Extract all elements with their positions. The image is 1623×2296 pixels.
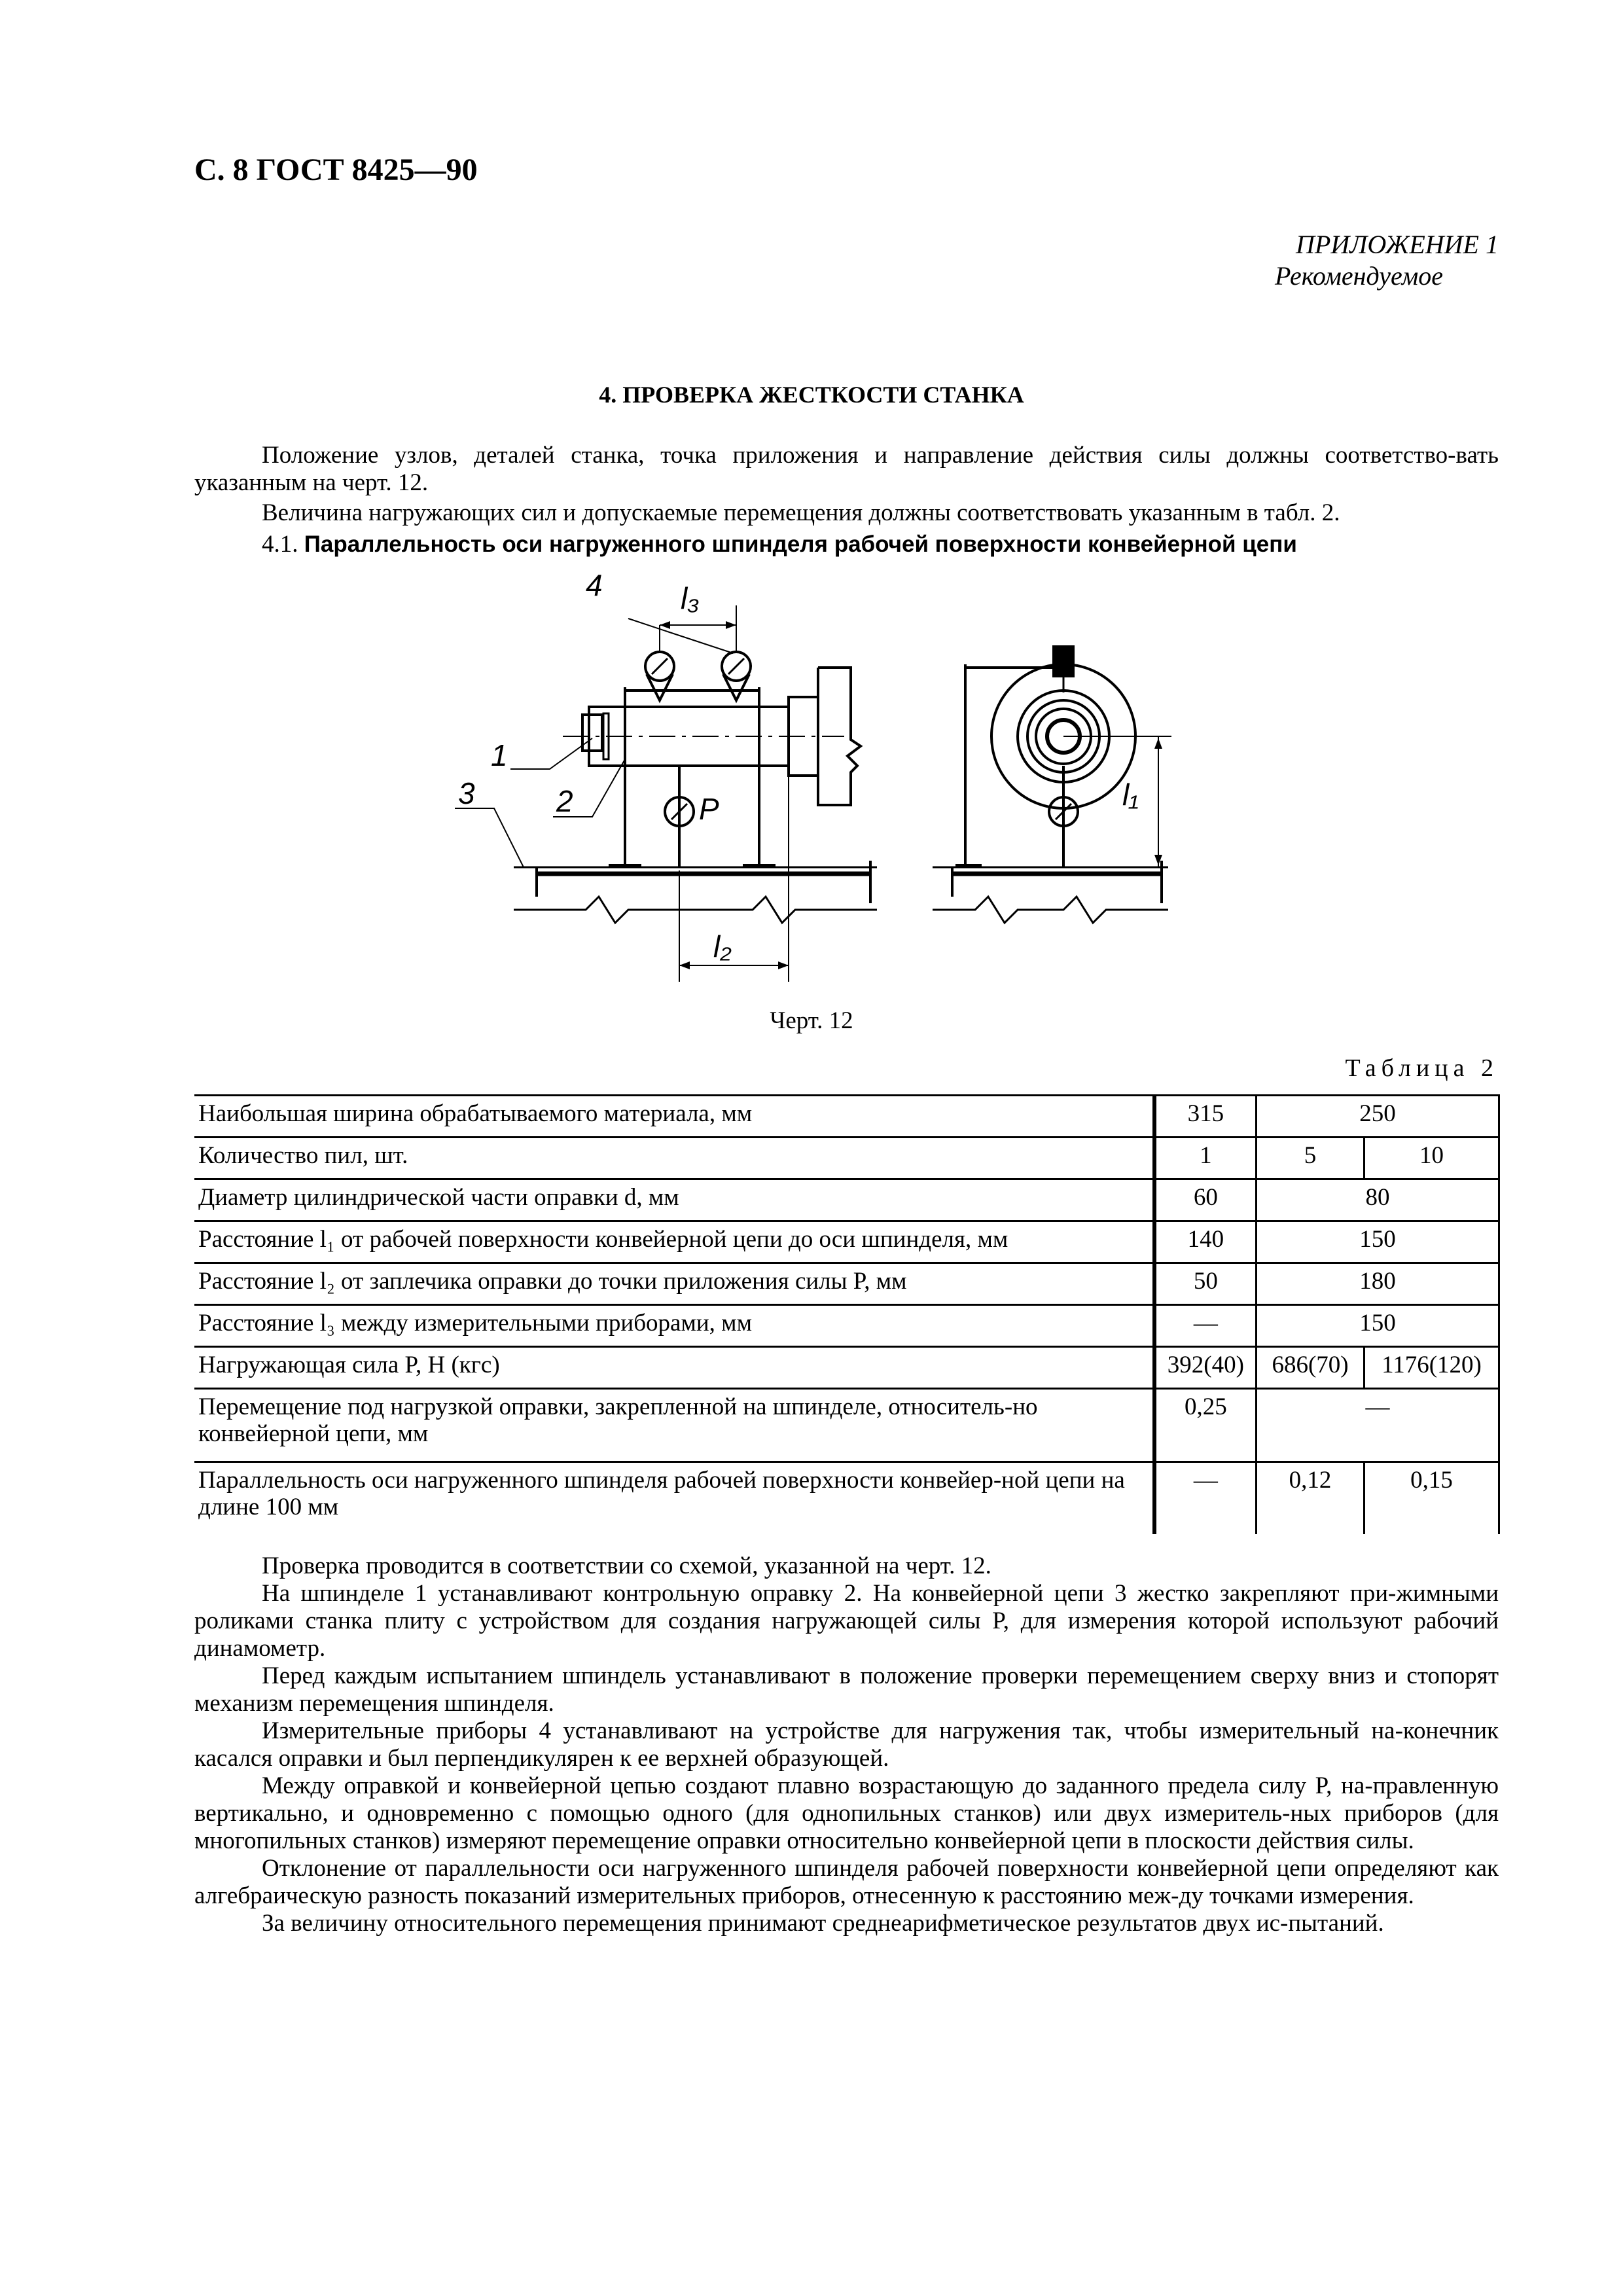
- table-row: [194, 1179, 1499, 1221]
- technical-drawing: [452, 569, 1171, 988]
- table-row: [194, 1263, 1499, 1305]
- table-row: [194, 1305, 1499, 1347]
- page-header: С. 8 ГОСТ 8425—90: [194, 152, 478, 187]
- body-paragraph: Проверка проводится в соответствии со схемой, указанной на черт. 12.: [262, 1552, 991, 1579]
- table-row: [194, 1138, 1499, 1179]
- clause-title: Параллельность оси нагруженного шпинделя рабочей поверхности конвейерной цепи: [304, 531, 1297, 557]
- label-3: 3: [458, 776, 475, 810]
- cell-value: —: [1154, 1462, 1257, 1534]
- label-l1: l₁: [1122, 778, 1139, 812]
- cell-value: 5: [1257, 1138, 1364, 1179]
- cell-value: 250: [1257, 1096, 1499, 1138]
- cell-value: —: [1154, 1305, 1257, 1347]
- cell-value: 1176(120): [1364, 1347, 1499, 1389]
- table-row: [194, 1221, 1499, 1263]
- intro-paragraph-1: [194, 442, 1499, 497]
- cell-value: 0,12: [1257, 1462, 1364, 1534]
- row-name: Расстояние l₁ от рабочей поверхности конвейерной цепи до оси шпинделя, мм: [194, 1221, 1154, 1263]
- label-p: P: [699, 792, 719, 826]
- body-paragraph: Между оправкой и конвейерной цепью создают плавно возрастающую до заданного предела силу P, на-правленную вертикально, и одновременно с помощью одного (для однопильных станков) или двух измеритель-ных приборов (для многопильных станков) измеряют перемещение оправки относительно конвейерной цепи в плоскости действия силы.: [194, 1772, 1499, 1854]
- label-l3: l₃: [681, 581, 700, 615]
- cell-value: 392(40): [1154, 1347, 1257, 1389]
- table-label: Таблица 2: [1345, 1054, 1499, 1082]
- cell-value: 50: [1154, 1263, 1257, 1305]
- section-title: 4. ПРОВЕРКА ЖЕСТКОСТИ СТАНКА: [599, 382, 1024, 408]
- row-name: Количество пил, шт.: [194, 1138, 1154, 1179]
- appendix-title: ПРИЛОЖЕНИЕ 1: [1296, 230, 1499, 259]
- intro-paragraph-2: [194, 499, 1499, 527]
- drawing-caption: Черт. 12: [770, 1007, 853, 1034]
- label-l2: l₂: [713, 929, 732, 963]
- row-name: Наибольшая ширина обрабатываемого материала, мм: [194, 1096, 1154, 1138]
- appendix-status: Рекомендуемое: [1274, 261, 1443, 291]
- table-row: [194, 1096, 1499, 1138]
- row-name: Параллельность оси нагруженного шпинделя рабочей поверхности конвейер-ной цепи на длине 100 мм: [194, 1462, 1154, 1534]
- cell-value: 315: [1154, 1096, 1257, 1138]
- cell-value: 10: [1364, 1138, 1499, 1179]
- clause-heading: [262, 530, 1297, 558]
- body-paragraph: На шпинделе 1 устанавливают контрольную оправку 2. На конвейерной цепи 3 жестко закрепляют при-жимными роликами станка плиту с устройством для создания нагружающей силы P, для измерения которой используют рабочий динамометр.: [194, 1580, 1499, 1662]
- label-4: 4: [586, 569, 603, 602]
- specification-table: [194, 1094, 1500, 1534]
- row-name: Нагружающая сила P, Н (кгс): [194, 1347, 1154, 1389]
- appendix-label: [1275, 229, 1499, 292]
- cell-value: 180: [1257, 1263, 1499, 1305]
- body-paragraph: Измерительные приборы 4 устанавливают на устройстве для нагружения так, чтобы измерительный на-конечник касался оправки и был перпендикулярен к ее верхней образующей.: [194, 1717, 1499, 1772]
- row-name: Расстояние l₃ между измерительными приборами, мм: [194, 1305, 1154, 1347]
- row-name: Расстояние l₂ от заплечика оправки до точки приложения силы P, мм: [194, 1263, 1154, 1305]
- body-paragraph: Отклонение от параллельности оси нагруженного шпинделя рабочей поверхности конвейерной цепи определяют как алгебраическую разность показаний измерительных приборов, отнесенную к расстоянию меж-ду точками измерения.: [194, 1855, 1499, 1909]
- cell-value: —: [1257, 1389, 1499, 1462]
- cell-value: 60: [1154, 1179, 1257, 1221]
- intro-p2-text: Величина нагружающих сил и допускаемые перемещения должны соответствовать указанным в табл. 2.: [262, 499, 1340, 526]
- clause-number: 4.1.: [262, 531, 298, 558]
- body-paragraph: За величину относительного перемещения принимают среднеарифметическое результатов двух ис-пытаний.: [262, 1910, 1384, 1937]
- cell-value: 80: [1257, 1179, 1499, 1221]
- cell-value: 1: [1154, 1138, 1257, 1179]
- cell-value: 686(70): [1257, 1347, 1364, 1389]
- table-row: [194, 1389, 1499, 1462]
- cell-value: 150: [1257, 1221, 1499, 1263]
- label-1: 1: [491, 738, 508, 772]
- cell-value: 0,15: [1364, 1462, 1499, 1534]
- table-row: [194, 1347, 1499, 1389]
- row-name: Диаметр цилиндрической части оправки d, мм: [194, 1179, 1154, 1221]
- body-paragraph: Перед каждым испытанием шпиндель устанавливают в положение проверки перемещением сверху вниз и стопорят механизм перемещения шпинделя.: [194, 1662, 1499, 1717]
- table-row: [194, 1462, 1499, 1534]
- intro-p1-text: Положение узлов, деталей станка, точка приложения и направление действия силы должны соответство-вать указанным на черт. 12.: [194, 442, 1499, 496]
- cell-value: 0,25: [1154, 1389, 1257, 1462]
- label-2: 2: [556, 784, 573, 818]
- cell-value: 150: [1257, 1305, 1499, 1347]
- row-name: Перемещение под нагрузкой оправки, закрепленной на шпинделе, относитель-но конвейерной цепи, мм: [194, 1389, 1154, 1462]
- cell-value: 140: [1154, 1221, 1257, 1263]
- body-text: [194, 1552, 1499, 1937]
